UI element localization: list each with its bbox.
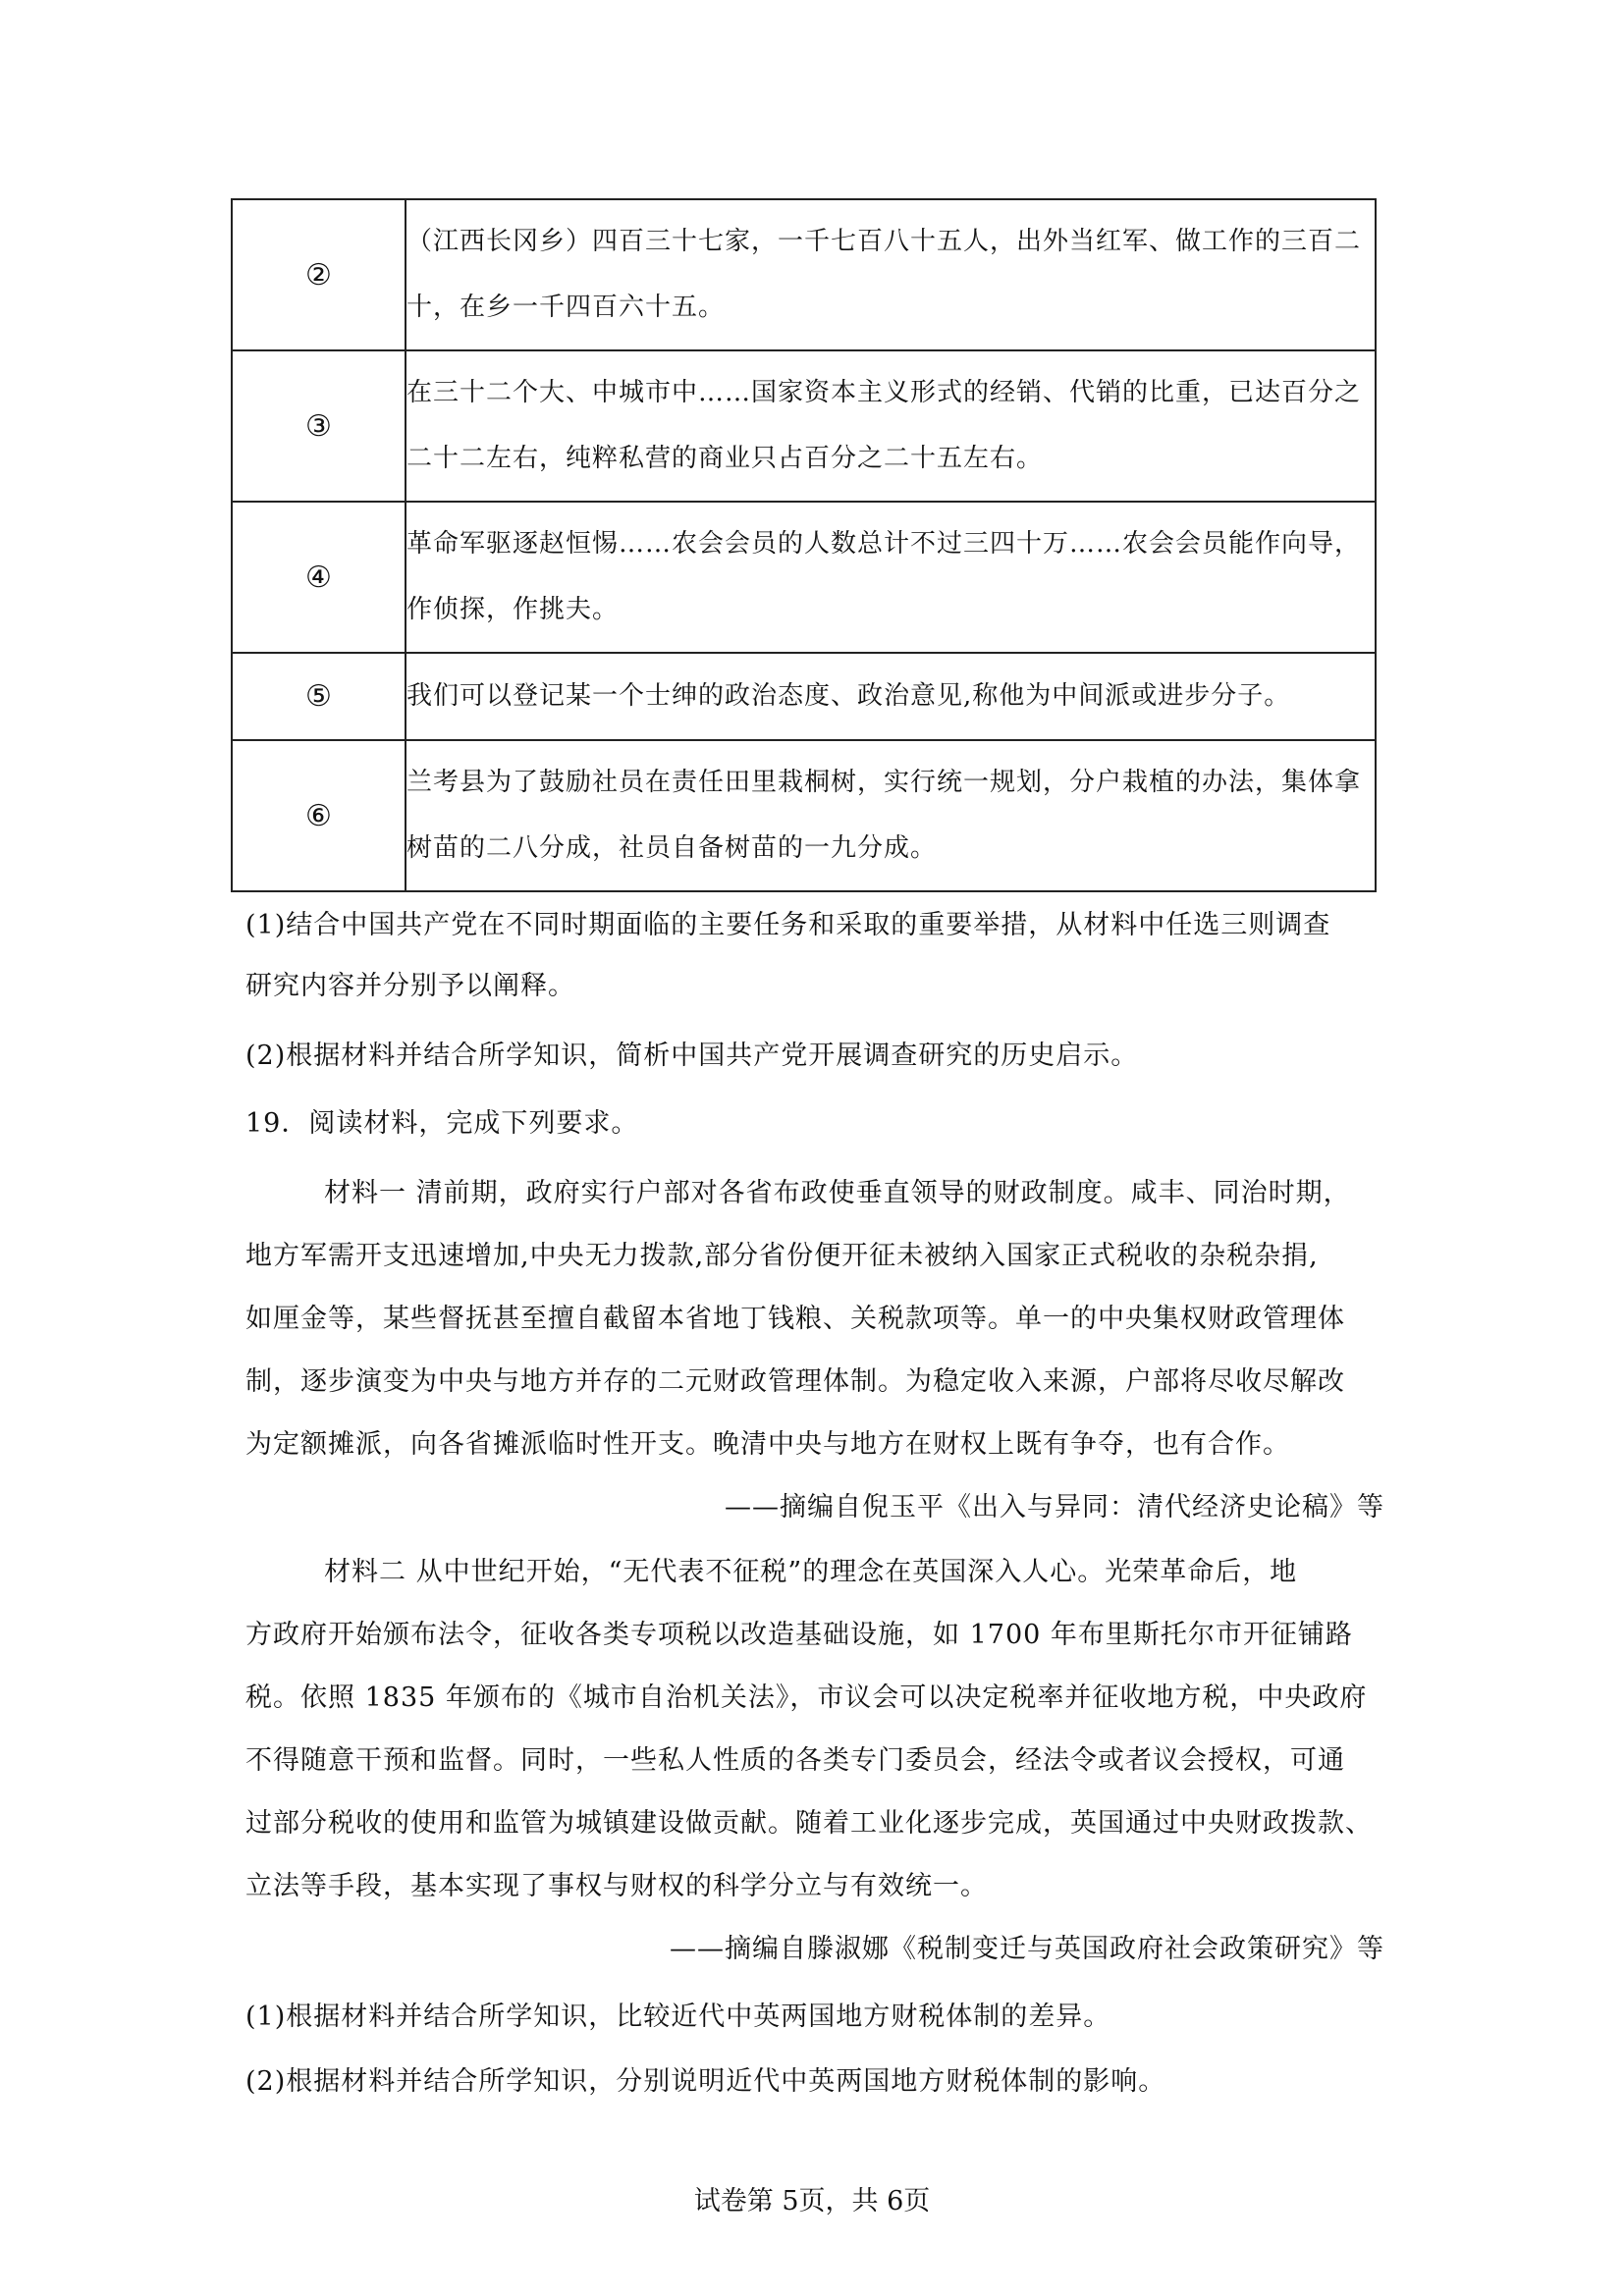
row-text: 我们可以登记某一个士绅的政治态度、政治意见,称他为中间派或进步分子。 <box>406 653 1376 740</box>
row-text: 革命军驱逐赵恒惕……农会会员的人数总计不过三四十万……农会会员能作向导，作侦探，作挑夫。 <box>406 502 1376 653</box>
table-row <box>232 199 1376 350</box>
q18-part1-line2: 研究内容并分别予以阐释。 <box>245 971 575 1001</box>
row-number: ⑤ <box>232 653 406 740</box>
material2-line: 立法等手段，基本实现了事权与财权的科学分立与有效统一。 <box>245 1871 988 1901</box>
survey-table-wrapper <box>231 198 1377 892</box>
material1-line: 材料一 清前期，政府实行户部对各省布政使垂直领导的财政制度。咸丰、同治时期， <box>324 1178 1351 1208</box>
material2-line: 不得随意干预和监督。同时，一些私人性质的各类专门委员会，经法令或者议会授权，可通 <box>245 1745 1345 1776</box>
q18-part2: (2)根据材料并结合所学知识，简析中国共产党开展调查研究的历史启示。 <box>245 1041 1139 1071</box>
material2-line: 税。依照 1835 年颁布的《城市自治机关法》，市议会可以决定税率并征收地方税，中央政府 <box>245 1682 1368 1713</box>
table-row <box>232 350 1376 502</box>
material1-line: 制，逐步演变为中央与地方并存的二元财政管理体制。为稳定收入来源，户部将尽收尽解改 <box>245 1366 1345 1397</box>
table-row <box>232 502 1376 653</box>
material2-line: 过部分税收的使用和监管为城镇建设做贡献。随着工业化逐步完成，英国通过中央财政拨款、 <box>245 1808 1373 1839</box>
q18-part1-line1: (1)结合中国共产党在不同时期面临的主要任务和采取的重要举措，从材料中任选三则调查 <box>245 910 1331 940</box>
row-text: 兰考县为了鼓励社员在责任田里栽桐树，实行统一规划，分户栽植的办法，集体拿树苗的二八分成，社员自备树苗的一九分成。 <box>406 740 1376 891</box>
row-text: 在三十二个大、中城市中……国家资本主义形式的经销、代销的比重，已达百分之二十二左右，纯粹私营的商业只占百分之二十五左右。 <box>406 350 1376 502</box>
row-text: （江西长冈乡）四百三十七家，一千七百八十五人，出外当红军、做工作的三百二十，在乡一千四百六十五。 <box>406 199 1376 350</box>
material2-line: 方政府开始颁布法令，征收各类专项税以改造基础设施，如 1700 年布里斯托尔市开征铺路 <box>245 1620 1353 1650</box>
material1-line: 地方军需开支迅速增加,中央无力拨款,部分省份便开征未被纳入国家正式税收的杂税杂捐, <box>245 1241 1319 1271</box>
material2-line: 材料二 从中世纪开始，“无代表不征税”的理念在英国深入人心。光荣革命后，地 <box>324 1557 1298 1587</box>
table-row <box>232 740 1376 891</box>
material1-line: 为定额摊派，向各省摊派临时性开支。晚清中央与地方在财权上既有争夺，也有合作。 <box>245 1429 1290 1460</box>
material1-source: ——摘编自倪玉平《出入与异同：清代经济史论稿》等 <box>725 1492 1384 1522</box>
page-footer: 试卷第 5页，共 6页 <box>693 2186 931 2216</box>
material1-line: 如厘金等，某些督抚甚至擅自截留本省地丁钱粮、关税款项等。单一的中央集权财政管理体 <box>245 1304 1345 1334</box>
row-number: ② <box>232 199 406 350</box>
table-row <box>232 653 1376 740</box>
q19-heading: 19．阅读材料，完成下列要求。 <box>245 1108 639 1139</box>
row-number: ⑥ <box>232 740 406 891</box>
material2-source: ——摘编自滕淑娜《税制变迁与英国政府社会政策研究》等 <box>670 1934 1384 1964</box>
row-number: ③ <box>232 350 406 502</box>
q19-part1: (1)根据材料并结合所学知识，比较近代中英两国地方财税体制的差异。 <box>245 2002 1111 2032</box>
survey-table <box>231 198 1377 892</box>
q19-part2: (2)根据材料并结合所学知识，分别说明近代中英两国地方财税体制的影响。 <box>245 2066 1166 2097</box>
row-number: ④ <box>232 502 406 653</box>
